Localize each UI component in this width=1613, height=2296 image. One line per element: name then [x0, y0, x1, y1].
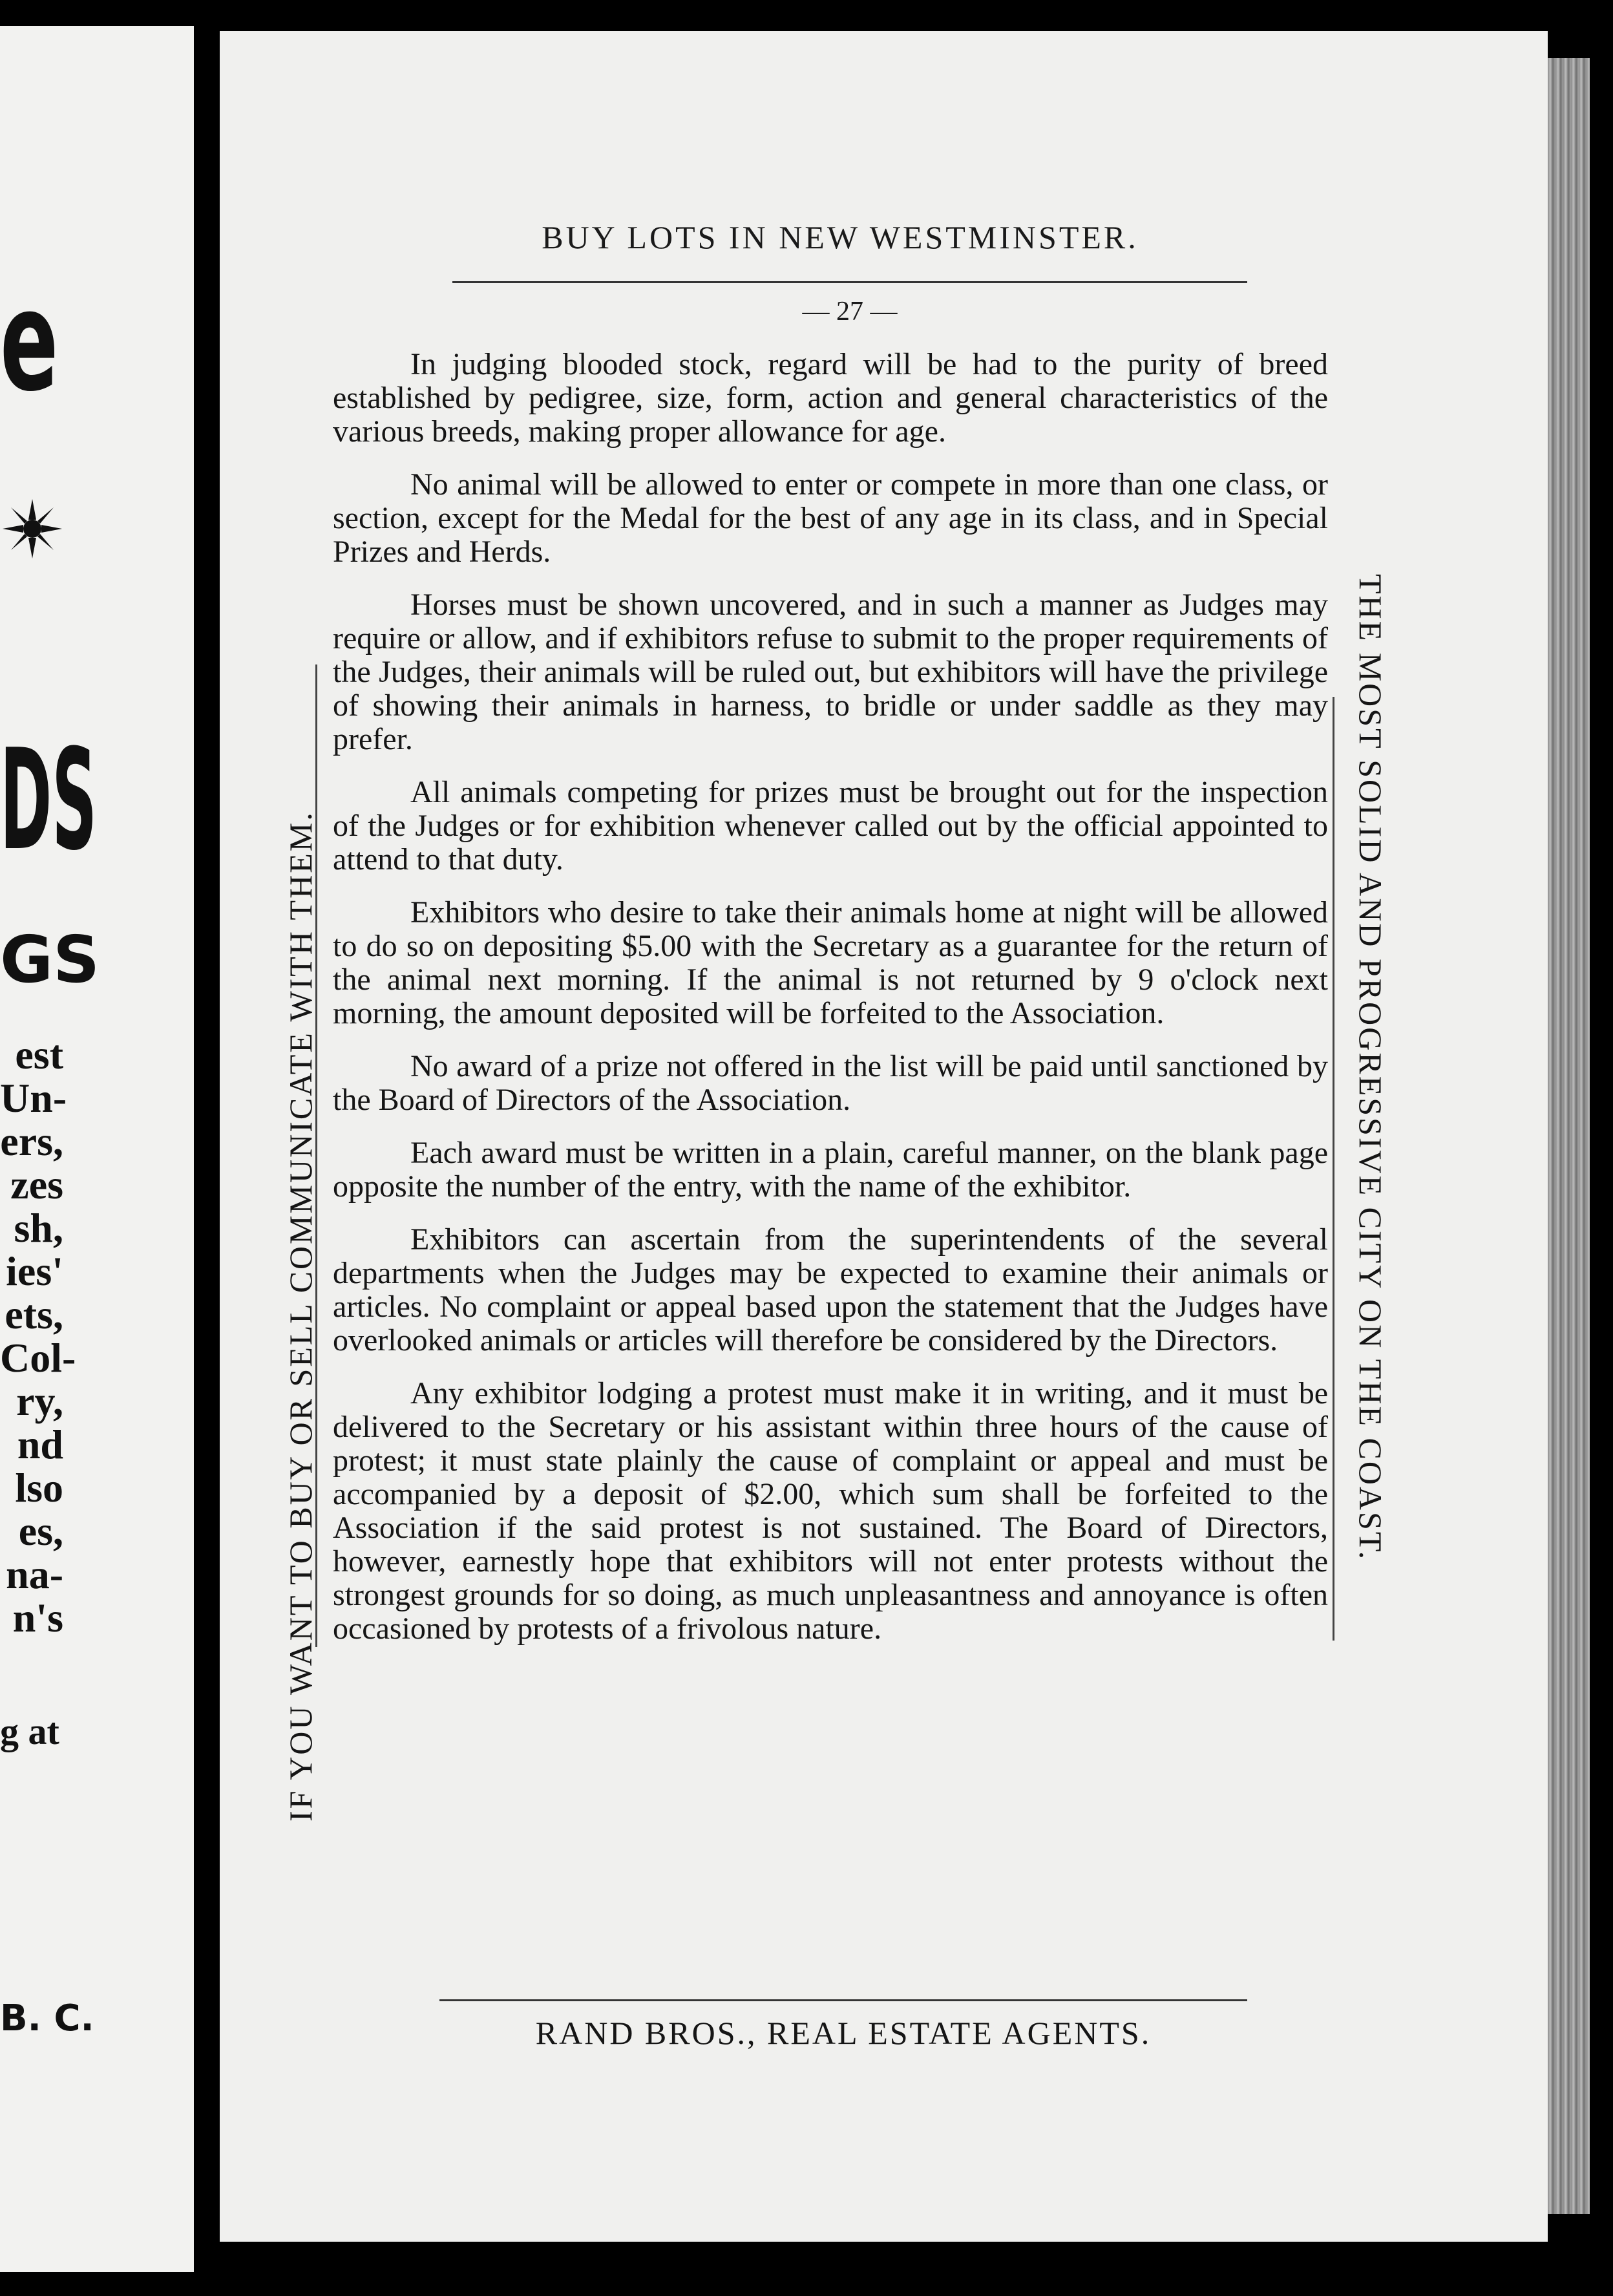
paragraph: In judging blooded stock, regard will be had to the purity of breed established by pedigree, size, form, action and general characteristics of the various breeds, making proper allowance for age.: [333, 347, 1328, 449]
sunburst-ornament-icon: [0, 496, 65, 561]
fragment-line: n's: [12, 1595, 63, 1641]
paragraph: Any exhibitor lodging a protest must make it in writing, and it must be delivered to the Secretary or his assistant within three hours of the cause of protest; it must state plainly the cause of complaint or appeal and must be accompanied by a deposit of $2.00, which sum shall be forfeited to the Association if the said protest is not sustained. The Board of Directors, however, earnestly hope that exhibitors will not enter protests without the strongest grounds for so doing, as much unpleasantness and annoyance is often occasioned by protests of a frivolous nature.: [333, 1376, 1328, 1646]
paragraph: No animal will be allowed to enter or compete in more than one class, or section, except for the Medal for the best of any age in its class, and in Special Prizes and Herds.: [333, 467, 1328, 569]
page-edge-stack: [1548, 58, 1590, 2214]
fragment-line: nd: [17, 1421, 63, 1467]
fragment-line: zes: [10, 1162, 63, 1207]
fragment-line: es,: [18, 1508, 63, 1554]
paragraph: Exhibitors who desire to take their animals home at night will be allowed to do so on depositing $5.00 with the Secretary as a guarantee for the return of the animal next morning. If the animal is not returned by 9 o'clock next morning, the amount deposited will be forfeited to the Association.: [333, 895, 1328, 1030]
paragraph: Exhibitors can ascertain from the superintendents of the several departments when the Judges may be expected to examine their animals or articles. No complaint or appeal based upon the statement that the Judges have overlooked animals or articles will therefore be considered by the Directors.: [333, 1222, 1328, 1357]
previous-page-fragment: [0, 26, 194, 2272]
right-column-rule: [1333, 697, 1334, 1641]
fragment-large-letter: e: [0, 260, 59, 422]
fragment-line: est: [15, 1032, 63, 1078]
fragment-line: ets,: [5, 1292, 63, 1337]
fragment-line: na-: [6, 1551, 63, 1597]
paragraph: No award of a prize not offered in the list will be paid until sanctioned by the Board of Directors of the Association.: [333, 1049, 1328, 1117]
paragraph: All animals competing for prizes must be brought out for the inspection of the Judges or for exhibition whenever called out by the official appointed to attend to that duty.: [333, 775, 1328, 877]
fragment-text-lines: [0, 1032, 76, 1641]
footer-rule: [439, 1999, 1247, 2001]
paragraph: Each award must be written in a plain, careful manner, on the blank page opposite the number of the entry, with the name of the exhibitor.: [333, 1136, 1328, 1204]
page-header: BUY LOTS IN NEW WESTMINSTER.: [542, 219, 1139, 255]
book-page: [220, 31, 1548, 2242]
page-number: — 27 —: [802, 297, 898, 326]
fragment-line: B. C.: [0, 1997, 94, 2039]
fragment-line: g at: [0, 1710, 59, 1752]
fragment-line: ers,: [0, 1118, 63, 1164]
side-advert-left: IF YOU WANT TO BUY OR SELL COMMUNICATE WITH THEM.: [282, 811, 319, 1822]
fragment-line: Un-: [0, 1075, 67, 1121]
fragment-line: ies': [6, 1248, 63, 1294]
fragment-line: ry,: [16, 1378, 63, 1424]
fragment-line: sh,: [14, 1205, 63, 1251]
side-advert-right: THE MOST SOLID AND PROGRESSIVE CITY ON THE COAST.: [1353, 574, 1389, 1562]
page-footer: RAND BROS., REAL ESTATE AGENTS.: [535, 2015, 1152, 2051]
paragraph: Horses must be shown uncovered, and in such a manner as Judges may require or allow, and if exhibitors refuse to submit to the proper requirements of the Judges, their animals will be ruled out, but exhibitors will have the privilege of showing their animals in harness, to bridle or under saddle as they may prefer.: [333, 588, 1328, 756]
rules-text: [333, 348, 1328, 1665]
fragment-large-heading: DS: [0, 719, 97, 881]
fragment-line: lso: [15, 1465, 63, 1511]
fragment-line: Col-: [0, 1335, 76, 1381]
header-rule: [452, 281, 1247, 283]
fragment-subheading: GS: [0, 922, 100, 997]
